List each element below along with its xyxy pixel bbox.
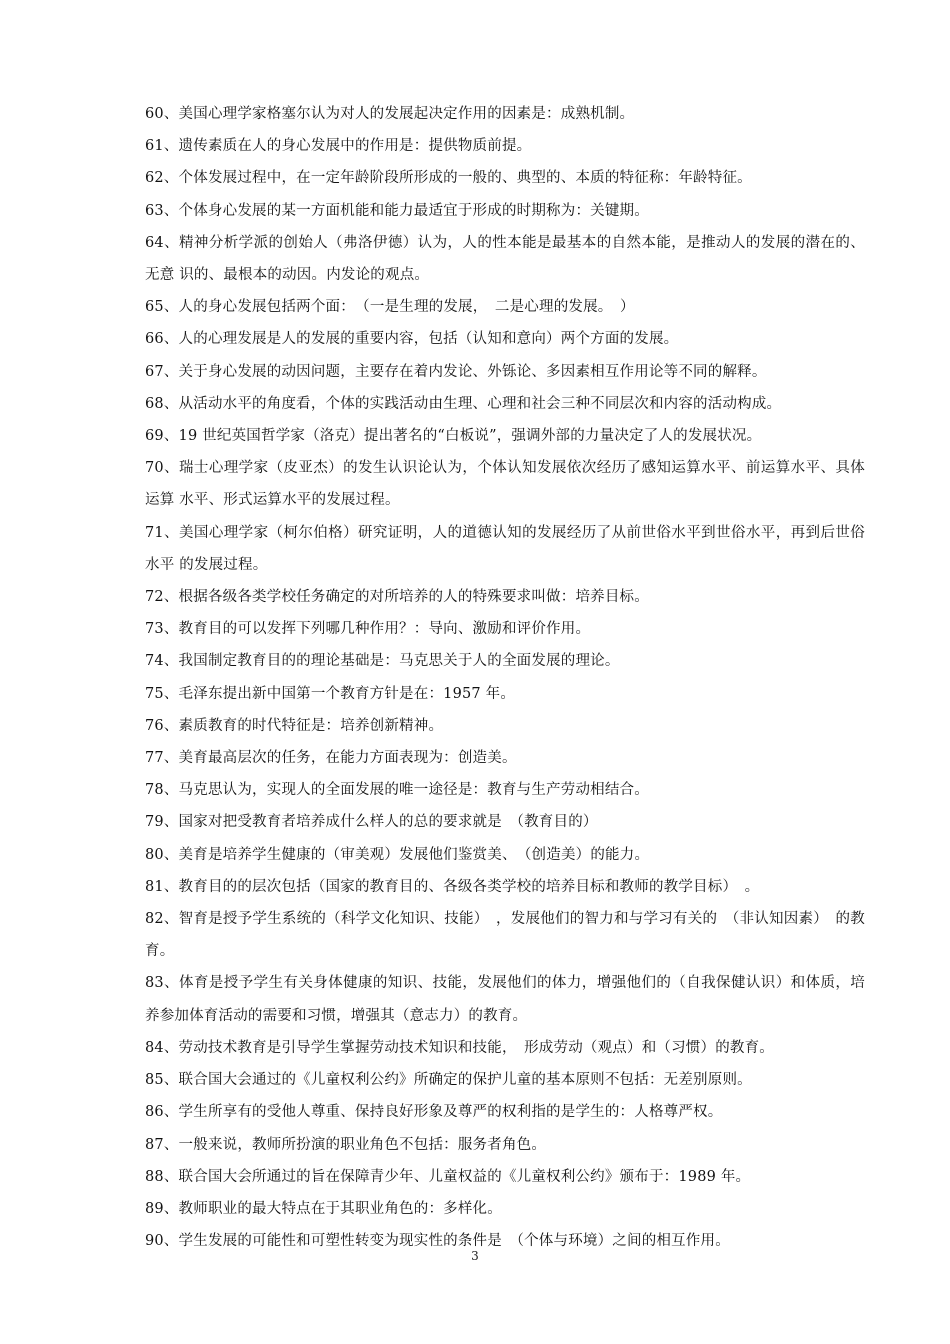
paragraph-82: 82、智育是授予学生系统的（科学文化知识、技能） ，发展他们的智力和与学习有关的 （非认知因素） 的教育。 xyxy=(145,911,865,960)
paragraph-88: 88、联合国大会所通过的旨在保障青少年、儿童权益的《儿童权利公约》颁布于：1989 年。 xyxy=(145,1168,751,1185)
page-number: 3 xyxy=(471,1249,479,1263)
paragraph-84: 84、劳动技术教育是引导学生掌握劳动技术知识和技能， 形成劳动（观点）和（习惯）的教育。 xyxy=(145,1039,774,1056)
paragraph-66: 66、人的心理发展是人的发展的重要内容，包括（认知和意向）两个方面的发展。 xyxy=(145,331,679,348)
paragraph-73: 73、教育目的可以发挥下列哪几种作用？：导向、激励和评价作用。 xyxy=(145,621,591,638)
paragraph-60: 60、美国心理学家格塞尔认为对人的发展起决定作用的因素是：成熟机制。 xyxy=(145,106,635,122)
paragraph-67: 67、关于身心发展的动因问题，主要存在着内发论、外铄论、多因素相互作用论等不同的解释。 xyxy=(145,363,767,380)
paragraph-90: 90、学生发展的可能性和可塑性转变为现实性的条件是 （个体与环境）之间的相互作用。 xyxy=(145,1233,730,1250)
paragraph-83: 83、体育是授予学生有关身体健康的知识、技能，发展他们的体力，增强他们的（自我保健认识）和体质，培养参加体育活动的需要和习惯，增强其（意志力）的教育。 xyxy=(145,975,865,1024)
paragraph-71: 71、美国心理学家（柯尔伯格）研究证明，人的道德认知的发展经历了从前世俗水平到世俗水平，再到后世俗水平 的发展过程。 xyxy=(145,524,865,573)
paragraph-75: 75、毛泽东提出新中国第一个教育方针是在：1957 年。 xyxy=(145,685,516,702)
paragraph-79: 79、国家对把受教育者培养成什么样人的总的要求就是 （教育目的） xyxy=(145,814,598,831)
paragraph-89: 89、教师职业的最大特点在于其职业角色的：多样化。 xyxy=(145,1200,502,1217)
paragraph-70: 70、瑞士心理学家（皮亚杰）的发生认识论认为，个体认知发展依次经历了感知运算水平、前运算水平、具体运算 水平、形式运算水平的发展过程。 xyxy=(145,460,865,509)
paragraph-87: 87、一般来说，教师所扮演的职业角色不包括：服务者角色。 xyxy=(145,1136,547,1153)
paragraph-68: 68、从活动水平的角度看，个体的实践活动由生理、心理和社会三种不同层次和内容的活动构成。 xyxy=(145,395,782,412)
paragraph-72: 72、根据各级各类学校任务确定的对所培养的人的特殊要求叫做：培养目标。 xyxy=(145,589,649,606)
paragraph-80: 80、美育是培养学生健康的（审美观）发展他们鉴赏美、 （创造美）的能力。 xyxy=(145,846,650,863)
paragraph-81: 81、教育目的的层次包括（国家的教育目的、各级各类学校的培养目标和教师的教学目标） 。 xyxy=(145,878,760,895)
paragraph-65: 65、人的身心发展包括两个面： （一是生理的发展， 二是心理的发展。 ） xyxy=(145,299,635,316)
paragraph-76: 76、素质教育的时代特征是：培养创新精神。 xyxy=(145,717,444,734)
document-body xyxy=(145,98,865,1257)
paragraph-61: 61、遗传素质在人的身心发展中的作用是：提供物质前提。 xyxy=(145,138,532,155)
paragraph-62: 62、个体发展过程中，在一定年龄阶段所形成的一般的、典型的、本质的特征称：年龄特征。 xyxy=(145,170,752,187)
paragraph-69: 69、19 世纪英国哲学家（洛克）提出著名的“白板说”，强调外部的力量决定了人的发展状况。 xyxy=(145,428,762,445)
paragraph-74: 74、我国制定教育目的的理论基础是：马克思关于人的全面发展的理论。 xyxy=(145,653,620,670)
paragraph-77: 77、美育最高层次的任务，在能力方面表现为：创造美。 xyxy=(145,750,517,767)
paragraph-78: 78、马克思认为，实现人的全面发展的唯一途径是：教育与生产劳动相结合。 xyxy=(145,782,649,799)
paragraph-85: 85、联合国大会通过的《儿童权利公约》所确定的保护儿童的基本原则不包括：无差别原则。 xyxy=(145,1072,752,1089)
paragraph-86: 86、学生所享有的受他人尊重、保持良好形象及尊严的权利指的是学生的：人格尊严权。 xyxy=(145,1104,723,1121)
paragraph-63: 63、个体身心发展的某一方面机能和能力最适宜于形成的时期称为：关键期。 xyxy=(145,202,649,219)
paragraph-64: 64、精神分析学派的创始人（弗洛伊德）认为，人的性本能是最基本的自然本能，是推动人的发展的潜在的、无意 识的、最根本的动因。内发论的观点。 xyxy=(145,234,865,284)
